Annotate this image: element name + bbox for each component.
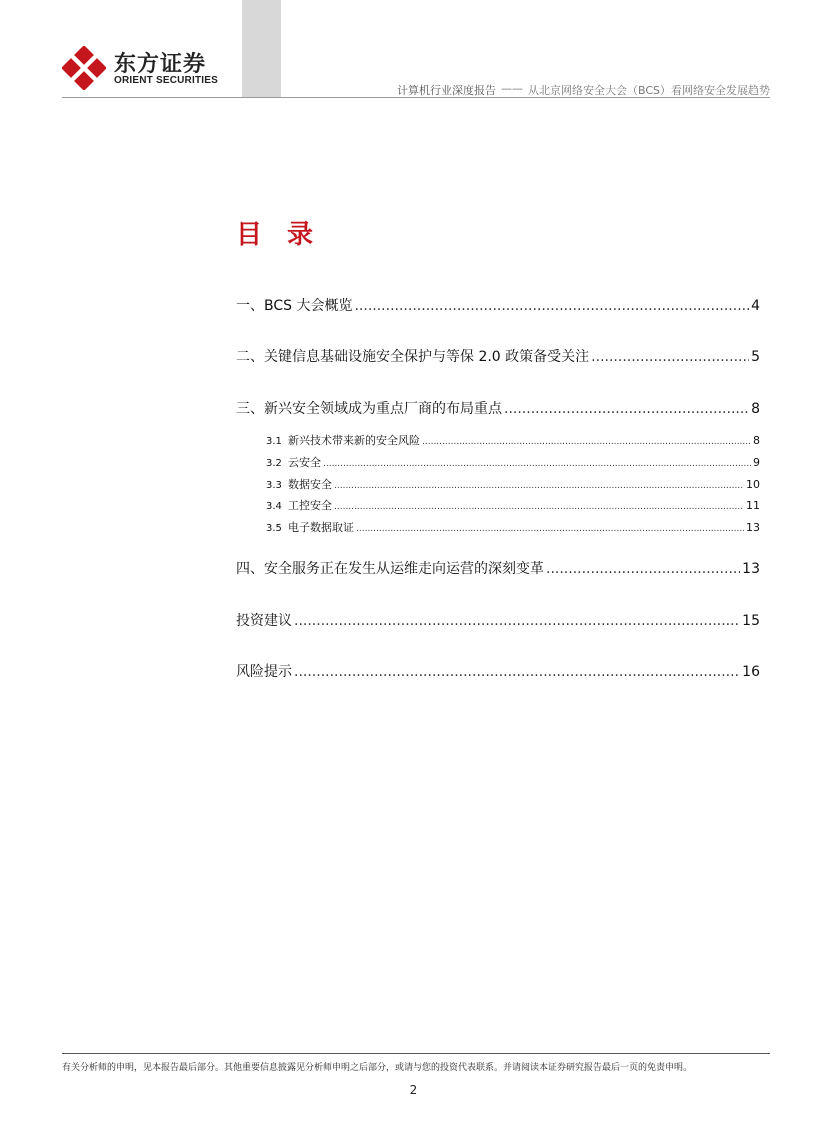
toc-entry-label: 四、安全服务正在发生从运维走向运营的深刻变革 bbox=[236, 561, 544, 577]
toc-title: 目 录 bbox=[236, 220, 322, 250]
report-type: 计算机行业深度报告 bbox=[396, 84, 496, 97]
toc-entry-page: 5 bbox=[751, 349, 760, 365]
toc-entry[interactable] bbox=[236, 558, 760, 578]
header-divider bbox=[62, 97, 770, 98]
toc-entry-label: 工控安全 bbox=[288, 499, 332, 512]
toc-entry[interactable] bbox=[236, 610, 760, 630]
page-number: 2 bbox=[409, 1083, 418, 1097]
footer-divider bbox=[62, 1053, 770, 1054]
header-accent-block bbox=[242, 0, 281, 97]
toc-leader-dots bbox=[591, 349, 749, 365]
toc-leader-dots bbox=[504, 401, 749, 417]
toc-entry-page: 9 bbox=[753, 456, 760, 469]
toc-entry-page: 8 bbox=[751, 401, 760, 417]
header-separator: —— bbox=[500, 82, 523, 95]
toc-entry-page: 4 bbox=[751, 298, 760, 314]
toc-section-number: 3.4 bbox=[266, 501, 282, 512]
toc-entry-label: 云安全 bbox=[288, 456, 321, 469]
toc-entry[interactable] bbox=[236, 398, 760, 418]
orient-logo-icon bbox=[62, 46, 106, 90]
toc-section-number: 3.2 bbox=[266, 458, 282, 469]
toc-entry-page: 13 bbox=[746, 521, 760, 534]
toc-subentry[interactable] bbox=[236, 519, 760, 535]
toc-entry[interactable] bbox=[236, 295, 760, 315]
toc-leader-dots bbox=[294, 664, 740, 680]
company-logo bbox=[62, 46, 237, 90]
toc-entry-page: 10 bbox=[746, 478, 760, 491]
toc-entry-label: 新兴技术带来新的安全风险 bbox=[288, 434, 420, 447]
toc-leader-dots bbox=[422, 434, 751, 447]
toc-entry-page: 15 bbox=[742, 613, 760, 629]
toc-entry-label: 三、新兴安全领域成为重点厂商的布局重点 bbox=[236, 401, 502, 417]
toc-section-number: 3.1 bbox=[266, 436, 282, 447]
logo-english-name: ORIENT SECURITIES bbox=[114, 75, 218, 86]
toc-entry-label: 投资建议 bbox=[236, 613, 292, 629]
toc-leader-dots bbox=[323, 456, 751, 469]
toc-entry-label: 一、BCS 大会概览 bbox=[236, 298, 353, 314]
toc-leader-dots bbox=[334, 499, 744, 512]
toc-entry-label: 风险提示 bbox=[236, 664, 292, 680]
footer-disclaimer: 有关分析师的申明，见本报告最后部分。其他重要信息披露见分析师申明之后部分，或请与您的投资代表联系。并请阅读本证券研究报告最后一页的免责申明。 bbox=[62, 1063, 693, 1073]
toc-entry-label: 电子数据取证 bbox=[288, 521, 354, 534]
toc-entry-page: 8 bbox=[753, 434, 760, 447]
toc-section-number: 3.3 bbox=[266, 480, 282, 491]
logo-chinese-name: 东方证券 bbox=[114, 52, 207, 77]
toc-entry-page: 16 bbox=[742, 664, 760, 680]
toc-entry-label: 数据安全 bbox=[288, 478, 332, 491]
toc-leader-dots bbox=[294, 613, 740, 629]
toc-subentry[interactable] bbox=[236, 497, 760, 513]
toc-entry-label: 二、关键信息基础设施安全保护与等保 2.0 政策备受关注 bbox=[236, 349, 590, 365]
toc-subentry[interactable] bbox=[236, 432, 760, 448]
toc-leader-dots bbox=[334, 478, 744, 491]
toc-subentry[interactable] bbox=[236, 454, 760, 470]
toc-entry[interactable] bbox=[236, 346, 760, 366]
report-header bbox=[397, 82, 770, 98]
toc-entry-page: 11 bbox=[746, 499, 760, 512]
toc-subentry[interactable] bbox=[236, 476, 760, 492]
toc-leader-dots bbox=[546, 561, 740, 577]
toc-entry[interactable] bbox=[236, 661, 760, 681]
toc-leader-dots bbox=[356, 521, 744, 534]
toc-leader-dots bbox=[354, 298, 749, 314]
toc-entry-page: 13 bbox=[742, 561, 760, 577]
toc-section-number: 3.5 bbox=[266, 523, 282, 534]
report-subtitle: 从北京网络安全大会（BCS）看网络安全发展趋势 bbox=[527, 84, 770, 97]
